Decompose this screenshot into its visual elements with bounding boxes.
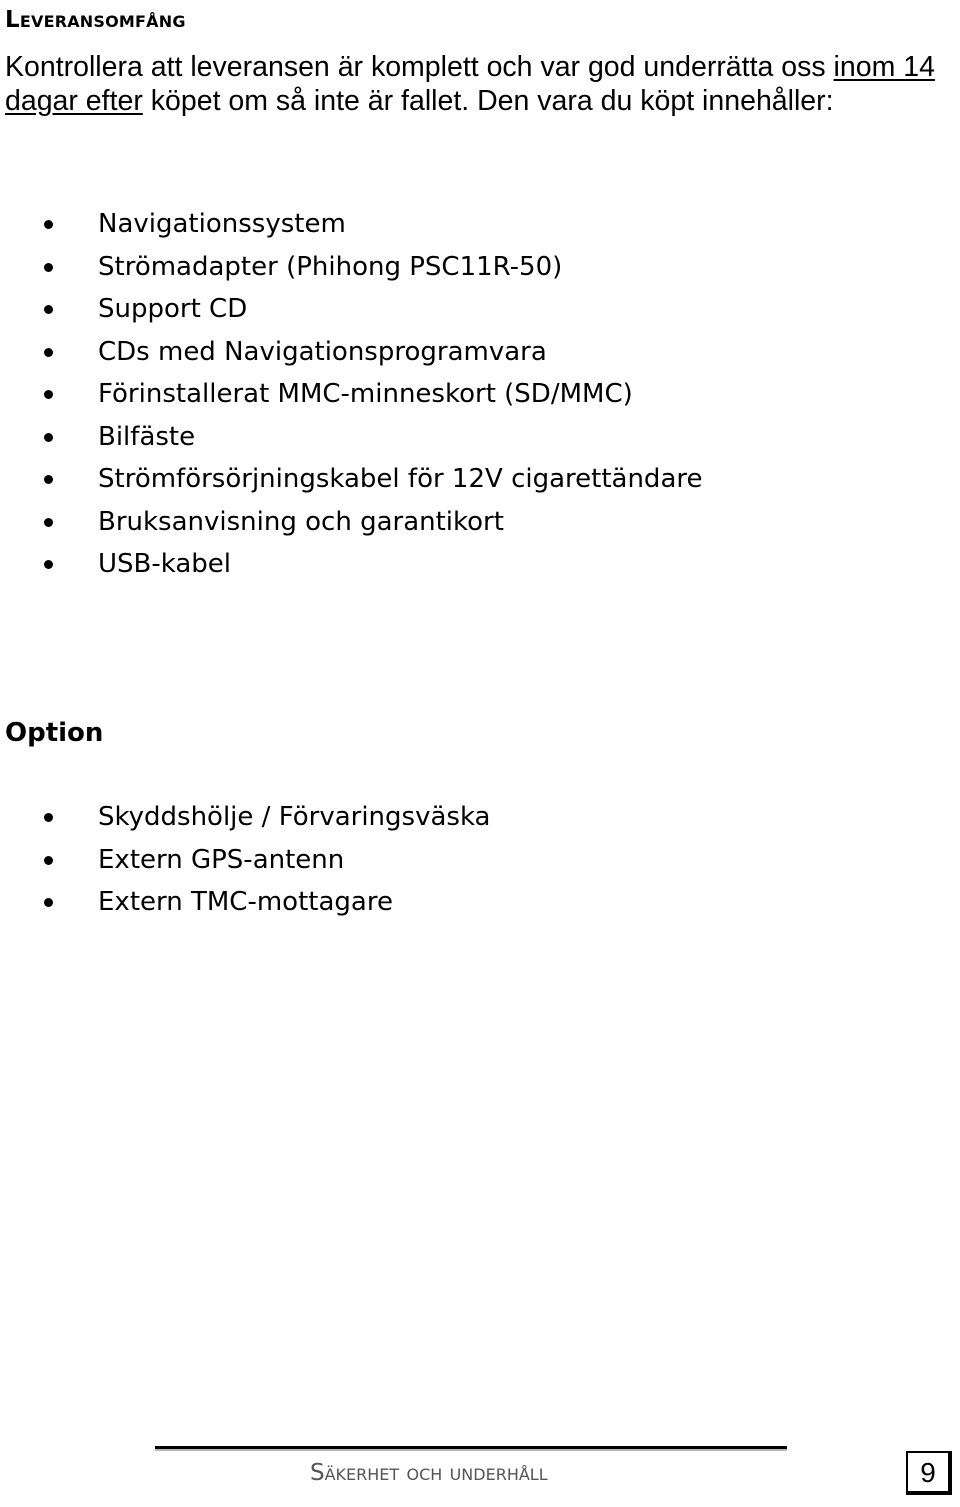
bullet-icon: [44, 856, 53, 865]
contents-list: [0, 203, 703, 586]
list-item-label: Strömadapter (Phihong PSC11R-50): [98, 251, 563, 282]
bullet-icon: [44, 813, 53, 822]
list-item-label: USB-kabel: [98, 549, 232, 579]
list-item-label: Skyddshölje / Förvaringsväska: [98, 802, 491, 832]
bullet-icon: [44, 518, 53, 527]
intro-text-end: köpet om så inte är fallet. Den vara du köpt innehåller:: [142, 85, 834, 117]
bullet-icon: [44, 305, 53, 314]
list-item-label: Navigationssystem: [98, 209, 346, 239]
list-item: [0, 416, 703, 459]
bullet-icon: [44, 220, 53, 229]
section-heading: Leveransomfång: [5, 7, 186, 33]
bullet-icon: [44, 433, 53, 442]
list-item-label: Extern GPS-antenn: [98, 844, 345, 875]
intro-paragraph: [5, 50, 950, 118]
list-item: [0, 246, 703, 289]
footer-divider: [155, 1446, 787, 1451]
list-item-label: Strömförsörjningskabel för 12V cigarettändare: [98, 464, 703, 494]
bullet-icon: [44, 475, 53, 484]
bullet-icon: [44, 390, 53, 399]
list-item-label: Förinstallerat MMC-minneskort (SD/MMC): [98, 379, 633, 409]
list-item-label: CDs med Navigationsprogramvara: [98, 336, 547, 367]
intro-underlined-text: inom 14 dagar efter: [5, 51, 935, 117]
bullet-icon: [44, 898, 53, 907]
footer-section-title: Säkerhet och underhåll: [310, 1460, 548, 1486]
list-item: [0, 203, 703, 246]
list-item: [0, 288, 703, 331]
list-item-label: Extern TMC-mottagare: [98, 887, 393, 917]
list-item: [0, 796, 490, 839]
list-item: [0, 331, 703, 374]
list-item: [0, 501, 703, 544]
options-list: [0, 796, 490, 924]
bullet-icon: [44, 560, 53, 569]
page-number: 9: [906, 1451, 952, 1495]
list-item: [0, 458, 703, 501]
list-item-label: Bilfäste: [98, 421, 196, 452]
bullet-icon: [44, 348, 53, 357]
intro-text-start: Kontrollera att leveransen är komplett och var god underrätta oss: [5, 51, 834, 83]
list-item: [0, 543, 703, 586]
list-item: [0, 839, 490, 882]
bullet-icon: [44, 263, 53, 272]
list-item-label: Support CD: [98, 294, 248, 324]
option-heading: Option: [5, 718, 104, 748]
list-item: [0, 373, 703, 416]
list-item: [0, 881, 490, 924]
list-item-label: Bruksanvisning och garantikort: [98, 506, 504, 537]
